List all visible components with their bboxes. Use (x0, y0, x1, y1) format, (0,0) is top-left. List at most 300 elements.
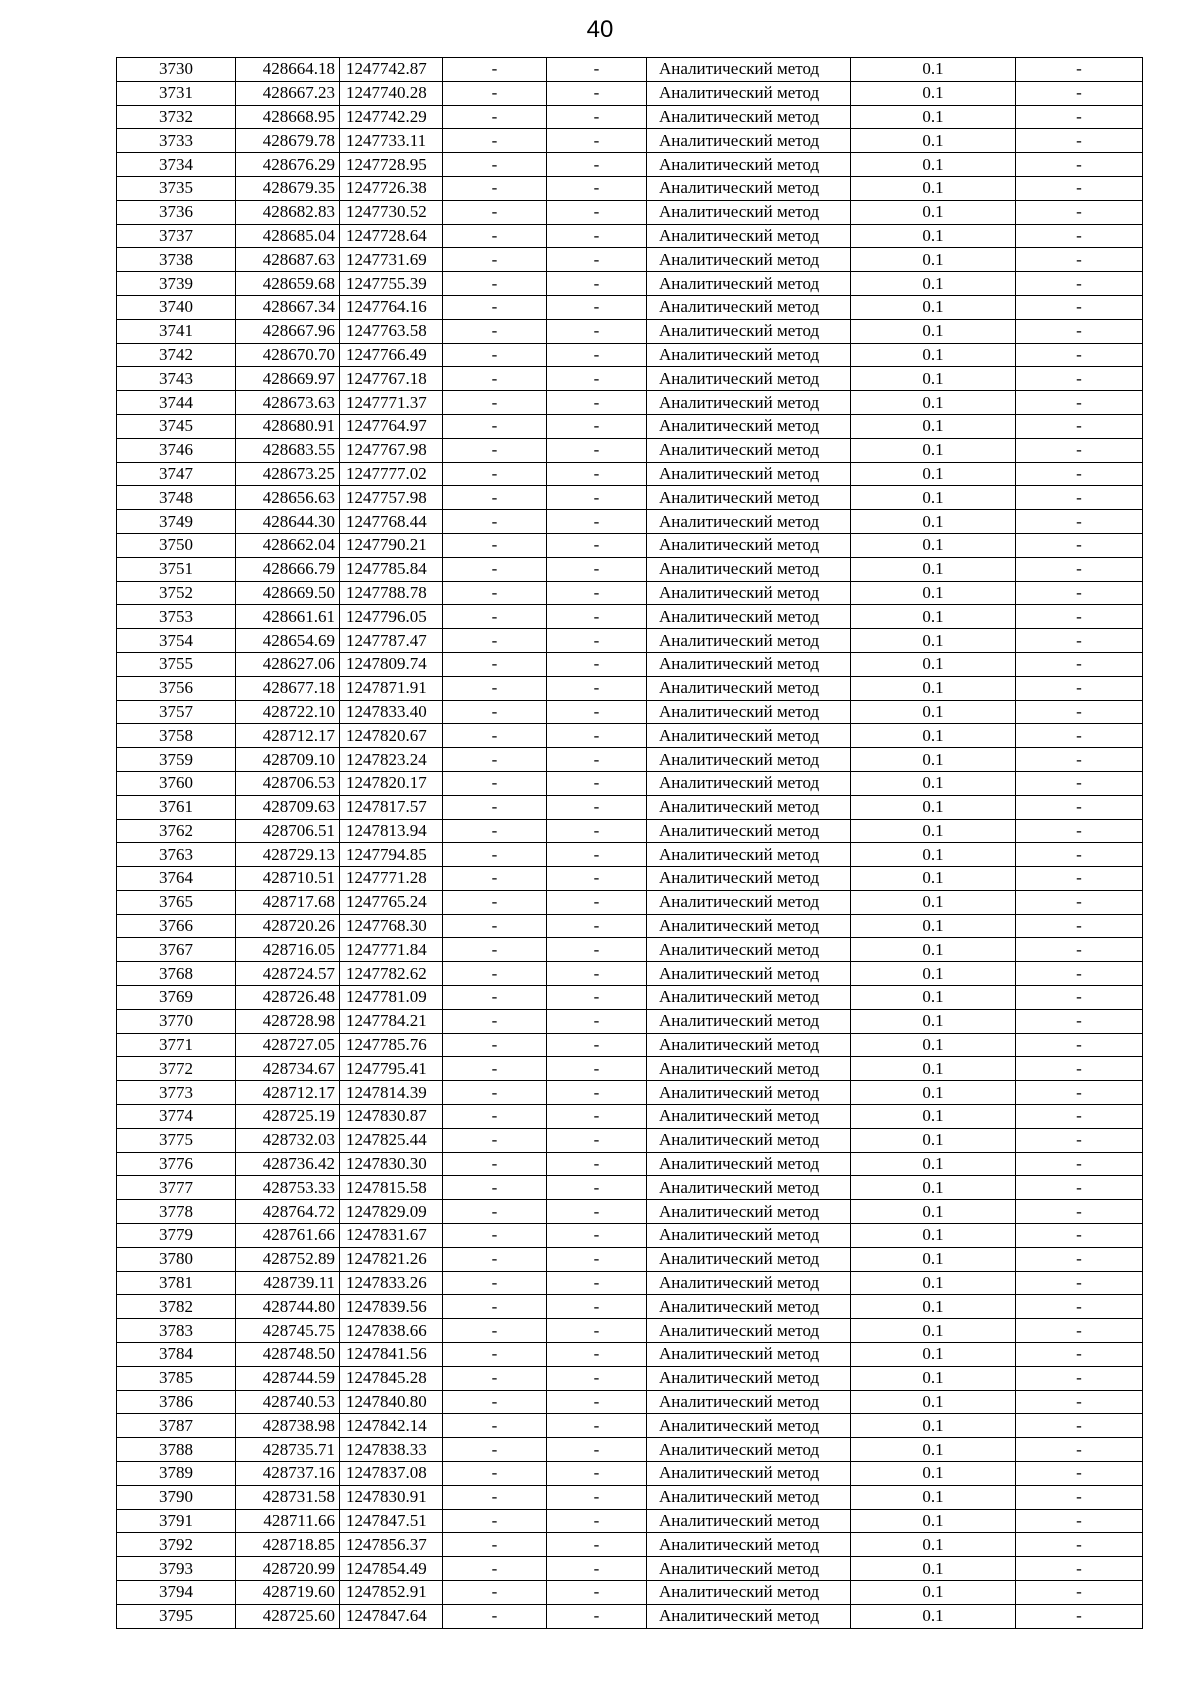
dash-cell: - (443, 652, 547, 676)
table-row (117, 1485, 1143, 1509)
x-coordinate-cell: 428712.17 (236, 1081, 340, 1105)
point-number-cell: 3731 (117, 81, 236, 105)
method-cell: Аналитический метод (647, 486, 851, 510)
accuracy-cell: 0.1 (851, 581, 1016, 605)
x-coordinate-cell: 428664.18 (236, 58, 340, 82)
y-coordinate-cell: 1247823.24 (340, 748, 443, 772)
x-coordinate-cell: 428739.11 (236, 1271, 340, 1295)
y-coordinate-cell: 1247847.64 (340, 1604, 443, 1628)
dash-cell: - (443, 248, 547, 272)
point-number-cell: 3755 (117, 652, 236, 676)
accuracy-cell: 0.1 (851, 700, 1016, 724)
method-cell: Аналитический метод (647, 938, 851, 962)
accuracy-cell: 0.1 (851, 1200, 1016, 1224)
accuracy-cell: 0.1 (851, 1581, 1016, 1605)
x-coordinate-cell: 428683.55 (236, 438, 340, 462)
point-number-cell: 3770 (117, 1009, 236, 1033)
x-coordinate-cell: 428727.05 (236, 1033, 340, 1057)
accuracy-cell: 0.1 (851, 1414, 1016, 1438)
point-number-cell: 3756 (117, 676, 236, 700)
x-coordinate-cell: 428669.97 (236, 367, 340, 391)
point-number-cell: 3760 (117, 771, 236, 795)
dash-cell: - (547, 414, 647, 438)
y-coordinate-cell: 1247820.67 (340, 724, 443, 748)
dash-cell: - (1016, 1033, 1143, 1057)
accuracy-cell: 0.1 (851, 962, 1016, 986)
dash-cell: - (443, 153, 547, 177)
point-number-cell: 3751 (117, 557, 236, 581)
method-cell: Аналитический метод (647, 1509, 851, 1533)
dash-cell: - (1016, 1295, 1143, 1319)
accuracy-cell: 0.1 (851, 391, 1016, 415)
x-coordinate-cell: 428720.99 (236, 1557, 340, 1581)
method-cell: Аналитический метод (647, 129, 851, 153)
dash-cell: - (547, 510, 647, 534)
y-coordinate-cell: 1247821.26 (340, 1247, 443, 1271)
table-row (117, 1581, 1143, 1605)
method-cell: Аналитический метод (647, 533, 851, 557)
dash-cell: - (1016, 652, 1143, 676)
point-number-cell: 3742 (117, 343, 236, 367)
table-row (117, 272, 1143, 296)
table-row (117, 510, 1143, 534)
point-number-cell: 3738 (117, 248, 236, 272)
dash-cell: - (443, 1604, 547, 1628)
dash-cell: - (443, 1533, 547, 1557)
dash-cell: - (1016, 510, 1143, 534)
dash-cell: - (443, 1414, 547, 1438)
y-coordinate-cell: 1247796.05 (340, 605, 443, 629)
dash-cell: - (1016, 771, 1143, 795)
dash-cell: - (443, 1057, 547, 1081)
dash-cell: - (1016, 462, 1143, 486)
point-number-cell: 3741 (117, 319, 236, 343)
table-row (117, 438, 1143, 462)
method-cell: Аналитический метод (647, 867, 851, 891)
dash-cell: - (547, 1009, 647, 1033)
x-coordinate-cell: 428659.68 (236, 272, 340, 296)
x-coordinate-cell: 428718.85 (236, 1533, 340, 1557)
method-cell: Аналитический метод (647, 367, 851, 391)
dash-cell: - (443, 700, 547, 724)
dash-cell: - (443, 1200, 547, 1224)
dash-cell: - (547, 1224, 647, 1248)
accuracy-cell: 0.1 (851, 938, 1016, 962)
method-cell: Аналитический метод (647, 1152, 851, 1176)
accuracy-cell: 0.1 (851, 105, 1016, 129)
dash-cell: - (1016, 533, 1143, 557)
dash-cell: - (547, 1295, 647, 1319)
point-number-cell: 3743 (117, 367, 236, 391)
dash-cell: - (547, 367, 647, 391)
dash-cell: - (443, 795, 547, 819)
accuracy-cell: 0.1 (851, 748, 1016, 772)
dash-cell: - (443, 1105, 547, 1129)
dash-cell: - (443, 1438, 547, 1462)
accuracy-cell: 0.1 (851, 462, 1016, 486)
point-number-cell: 3795 (117, 1604, 236, 1628)
dash-cell: - (443, 986, 547, 1010)
dash-cell: - (443, 272, 547, 296)
dash-cell: - (443, 1581, 547, 1605)
x-coordinate-cell: 428677.18 (236, 676, 340, 700)
point-number-cell: 3744 (117, 391, 236, 415)
y-coordinate-cell: 1247856.37 (340, 1533, 443, 1557)
method-cell: Аналитический метод (647, 1485, 851, 1509)
y-coordinate-cell: 1247840.80 (340, 1390, 443, 1414)
x-coordinate-cell: 428662.04 (236, 533, 340, 557)
method-cell: Аналитический метод (647, 795, 851, 819)
dash-cell: - (443, 771, 547, 795)
table-row (117, 58, 1143, 82)
y-coordinate-cell: 1247742.29 (340, 105, 443, 129)
point-number-cell: 3780 (117, 1247, 236, 1271)
y-coordinate-cell: 1247784.21 (340, 1009, 443, 1033)
x-coordinate-cell: 428709.10 (236, 748, 340, 772)
dash-cell: - (547, 1033, 647, 1057)
y-coordinate-cell: 1247768.30 (340, 914, 443, 938)
accuracy-cell: 0.1 (851, 1081, 1016, 1105)
table-row (117, 1509, 1143, 1533)
dash-cell: - (1016, 1509, 1143, 1533)
x-coordinate-cell: 428764.72 (236, 1200, 340, 1224)
dash-cell: - (443, 676, 547, 700)
table-row (117, 914, 1143, 938)
dash-cell: - (547, 343, 647, 367)
x-coordinate-cell: 428654.69 (236, 629, 340, 653)
dash-cell: - (443, 367, 547, 391)
method-cell: Аналитический метод (647, 1128, 851, 1152)
y-coordinate-cell: 1247782.62 (340, 962, 443, 986)
table-row (117, 462, 1143, 486)
accuracy-cell: 0.1 (851, 1319, 1016, 1343)
dash-cell: - (1016, 890, 1143, 914)
point-number-cell: 3787 (117, 1414, 236, 1438)
dash-cell: - (443, 1176, 547, 1200)
dash-cell: - (1016, 1247, 1143, 1271)
dash-cell: - (443, 224, 547, 248)
y-coordinate-cell: 1247815.58 (340, 1176, 443, 1200)
method-cell: Аналитический метод (647, 1581, 851, 1605)
dash-cell: - (547, 867, 647, 891)
dash-cell: - (547, 1271, 647, 1295)
x-coordinate-cell: 428666.79 (236, 557, 340, 581)
accuracy-cell: 0.1 (851, 1057, 1016, 1081)
y-coordinate-cell: 1247847.51 (340, 1509, 443, 1533)
accuracy-cell: 0.1 (851, 367, 1016, 391)
x-coordinate-cell: 428732.03 (236, 1128, 340, 1152)
table-row (117, 129, 1143, 153)
y-coordinate-cell: 1247768.44 (340, 510, 443, 534)
y-coordinate-cell: 1247838.33 (340, 1438, 443, 1462)
point-number-cell: 3788 (117, 1438, 236, 1462)
x-coordinate-cell: 428687.63 (236, 248, 340, 272)
table-row (117, 248, 1143, 272)
method-cell: Аналитический метод (647, 272, 851, 296)
point-number-cell: 3732 (117, 105, 236, 129)
accuracy-cell: 0.1 (851, 414, 1016, 438)
dash-cell: - (547, 914, 647, 938)
dash-cell: - (1016, 1152, 1143, 1176)
dash-cell: - (547, 652, 647, 676)
method-cell: Аналитический метод (647, 676, 851, 700)
table-row (117, 1224, 1143, 1248)
dash-cell: - (547, 1105, 647, 1129)
table-row (117, 652, 1143, 676)
dash-cell: - (547, 700, 647, 724)
method-cell: Аналитический метод (647, 295, 851, 319)
method-cell: Аналитический метод (647, 700, 851, 724)
method-cell: Аналитический метод (647, 1200, 851, 1224)
x-coordinate-cell: 428735.71 (236, 1438, 340, 1462)
point-number-cell: 3739 (117, 272, 236, 296)
method-cell: Аналитический метод (647, 343, 851, 367)
dash-cell: - (547, 1438, 647, 1462)
dash-cell: - (547, 1604, 647, 1628)
x-coordinate-cell: 428726.48 (236, 986, 340, 1010)
dash-cell: - (1016, 438, 1143, 462)
accuracy-cell: 0.1 (851, 1009, 1016, 1033)
dash-cell: - (1016, 1271, 1143, 1295)
x-coordinate-cell: 428710.51 (236, 867, 340, 891)
dash-cell: - (443, 510, 547, 534)
method-cell: Аналитический метод (647, 224, 851, 248)
dash-cell: - (547, 605, 647, 629)
accuracy-cell: 0.1 (851, 248, 1016, 272)
x-coordinate-cell: 428668.95 (236, 105, 340, 129)
x-coordinate-cell: 428679.78 (236, 129, 340, 153)
x-coordinate-cell: 428656.63 (236, 486, 340, 510)
x-coordinate-cell: 428682.83 (236, 200, 340, 224)
dash-cell: - (443, 1319, 547, 1343)
dash-cell: - (547, 819, 647, 843)
dash-cell: - (1016, 676, 1143, 700)
dash-cell: - (547, 843, 647, 867)
accuracy-cell: 0.1 (851, 1128, 1016, 1152)
y-coordinate-cell: 1247742.87 (340, 58, 443, 82)
dash-cell: - (1016, 1081, 1143, 1105)
dash-cell: - (1016, 1366, 1143, 1390)
accuracy-cell: 0.1 (851, 1271, 1016, 1295)
page-number: 40 (586, 16, 614, 43)
accuracy-cell: 0.1 (851, 1176, 1016, 1200)
x-coordinate-cell: 428731.58 (236, 1485, 340, 1509)
point-number-cell: 3790 (117, 1485, 236, 1509)
point-number-cell: 3766 (117, 914, 236, 938)
table-row (117, 414, 1143, 438)
point-number-cell: 3773 (117, 1081, 236, 1105)
x-coordinate-cell: 428728.98 (236, 1009, 340, 1033)
table-row (117, 748, 1143, 772)
dash-cell: - (443, 1295, 547, 1319)
dash-cell: - (443, 81, 547, 105)
dash-cell: - (1016, 414, 1143, 438)
x-coordinate-cell: 428744.59 (236, 1366, 340, 1390)
method-cell: Аналитический метод (647, 1081, 851, 1105)
x-coordinate-cell: 428667.34 (236, 295, 340, 319)
accuracy-cell: 0.1 (851, 533, 1016, 557)
dash-cell: - (443, 1271, 547, 1295)
method-cell: Аналитический метод (647, 153, 851, 177)
point-number-cell: 3748 (117, 486, 236, 510)
dash-cell: - (1016, 748, 1143, 772)
y-coordinate-cell: 1247833.40 (340, 700, 443, 724)
method-cell: Аналитический метод (647, 105, 851, 129)
table-row (117, 676, 1143, 700)
method-cell: Аналитический метод (647, 1057, 851, 1081)
table-row (117, 724, 1143, 748)
x-coordinate-cell: 428720.26 (236, 914, 340, 938)
dash-cell: - (443, 938, 547, 962)
dash-cell: - (443, 1152, 547, 1176)
y-coordinate-cell: 1247765.24 (340, 890, 443, 914)
y-coordinate-cell: 1247795.41 (340, 1057, 443, 1081)
y-coordinate-cell: 1247766.49 (340, 343, 443, 367)
dash-cell: - (443, 200, 547, 224)
dash-cell: - (547, 629, 647, 653)
dash-cell: - (547, 319, 647, 343)
dash-cell: - (1016, 1009, 1143, 1033)
accuracy-cell: 0.1 (851, 1366, 1016, 1390)
dash-cell: - (547, 890, 647, 914)
table-row (117, 1343, 1143, 1367)
y-coordinate-cell: 1247764.16 (340, 295, 443, 319)
dash-cell: - (1016, 1462, 1143, 1486)
method-cell: Аналитический метод (647, 1105, 851, 1129)
method-cell: Аналитический метод (647, 581, 851, 605)
method-cell: Аналитический метод (647, 1557, 851, 1581)
dash-cell: - (1016, 1200, 1143, 1224)
method-cell: Аналитический метод (647, 176, 851, 200)
accuracy-cell: 0.1 (851, 438, 1016, 462)
point-number-cell: 3754 (117, 629, 236, 653)
method-cell: Аналитический метод (647, 1438, 851, 1462)
dash-cell: - (547, 748, 647, 772)
point-number-cell: 3781 (117, 1271, 236, 1295)
x-coordinate-cell: 428661.61 (236, 605, 340, 629)
accuracy-cell: 0.1 (851, 890, 1016, 914)
y-coordinate-cell: 1247817.57 (340, 795, 443, 819)
x-coordinate-cell: 428722.10 (236, 700, 340, 724)
dash-cell: - (1016, 1390, 1143, 1414)
y-coordinate-cell: 1247829.09 (340, 1200, 443, 1224)
accuracy-cell: 0.1 (851, 1509, 1016, 1533)
x-coordinate-cell: 428740.53 (236, 1390, 340, 1414)
method-cell: Аналитический метод (647, 1247, 851, 1271)
dash-cell: - (443, 1128, 547, 1152)
method-cell: Аналитический метод (647, 510, 851, 534)
dash-cell: - (443, 319, 547, 343)
accuracy-cell: 0.1 (851, 1438, 1016, 1462)
x-coordinate-cell: 428706.53 (236, 771, 340, 795)
table-row (117, 1390, 1143, 1414)
method-cell: Аналитический метод (647, 771, 851, 795)
table-row (117, 533, 1143, 557)
dash-cell: - (547, 795, 647, 819)
accuracy-cell: 0.1 (851, 867, 1016, 891)
x-coordinate-cell: 428644.30 (236, 510, 340, 534)
y-coordinate-cell: 1247767.18 (340, 367, 443, 391)
point-number-cell: 3769 (117, 986, 236, 1010)
accuracy-cell: 0.1 (851, 914, 1016, 938)
table-row (117, 105, 1143, 129)
table-row (117, 938, 1143, 962)
method-cell: Аналитический метод (647, 748, 851, 772)
method-cell: Аналитический метод (647, 1604, 851, 1628)
table-row (117, 557, 1143, 581)
dash-cell: - (443, 1224, 547, 1248)
dash-cell: - (1016, 867, 1143, 891)
y-coordinate-cell: 1247755.39 (340, 272, 443, 296)
dash-cell: - (547, 557, 647, 581)
method-cell: Аналитический метод (647, 81, 851, 105)
table-row (117, 1176, 1143, 1200)
dash-cell: - (1016, 343, 1143, 367)
accuracy-cell: 0.1 (851, 1105, 1016, 1129)
method-cell: Аналитический метод (647, 1414, 851, 1438)
table-row (117, 1271, 1143, 1295)
table-row (117, 1462, 1143, 1486)
dash-cell: - (547, 962, 647, 986)
x-coordinate-cell: 428734.67 (236, 1057, 340, 1081)
dash-cell: - (547, 391, 647, 415)
method-cell: Аналитический метод (647, 843, 851, 867)
table-row (117, 605, 1143, 629)
dash-cell: - (1016, 1319, 1143, 1343)
point-number-cell: 3750 (117, 533, 236, 557)
y-coordinate-cell: 1247728.64 (340, 224, 443, 248)
x-coordinate-cell: 428667.96 (236, 319, 340, 343)
point-number-cell: 3791 (117, 1509, 236, 1533)
dash-cell: - (443, 581, 547, 605)
point-number-cell: 3776 (117, 1152, 236, 1176)
y-coordinate-cell: 1247763.58 (340, 319, 443, 343)
dash-cell: - (1016, 105, 1143, 129)
table-row (117, 1152, 1143, 1176)
method-cell: Аналитический метод (647, 819, 851, 843)
method-cell: Аналитический метод (647, 1533, 851, 1557)
accuracy-cell: 0.1 (851, 1390, 1016, 1414)
point-number-cell: 3752 (117, 581, 236, 605)
point-number-cell: 3730 (117, 58, 236, 82)
point-number-cell: 3777 (117, 1176, 236, 1200)
dash-cell: - (443, 724, 547, 748)
dash-cell: - (443, 343, 547, 367)
method-cell: Аналитический метод (647, 414, 851, 438)
dash-cell: - (547, 1200, 647, 1224)
dash-cell: - (1016, 724, 1143, 748)
y-coordinate-cell: 1247838.66 (340, 1319, 443, 1343)
dash-cell: - (1016, 1581, 1143, 1605)
point-number-cell: 3735 (117, 176, 236, 200)
table-row (117, 1366, 1143, 1390)
y-coordinate-cell: 1247837.08 (340, 1462, 443, 1486)
dash-cell: - (443, 819, 547, 843)
table-row (117, 1057, 1143, 1081)
accuracy-cell: 0.1 (851, 1533, 1016, 1557)
dash-cell: - (443, 605, 547, 629)
y-coordinate-cell: 1247831.67 (340, 1224, 443, 1248)
y-coordinate-cell: 1247788.78 (340, 581, 443, 605)
point-number-cell: 3765 (117, 890, 236, 914)
dash-cell: - (443, 1009, 547, 1033)
table-row (117, 700, 1143, 724)
dash-cell: - (1016, 1224, 1143, 1248)
dash-cell: - (1016, 248, 1143, 272)
x-coordinate-cell: 428719.60 (236, 1581, 340, 1605)
table-row (117, 1009, 1143, 1033)
table-row (117, 1604, 1143, 1628)
